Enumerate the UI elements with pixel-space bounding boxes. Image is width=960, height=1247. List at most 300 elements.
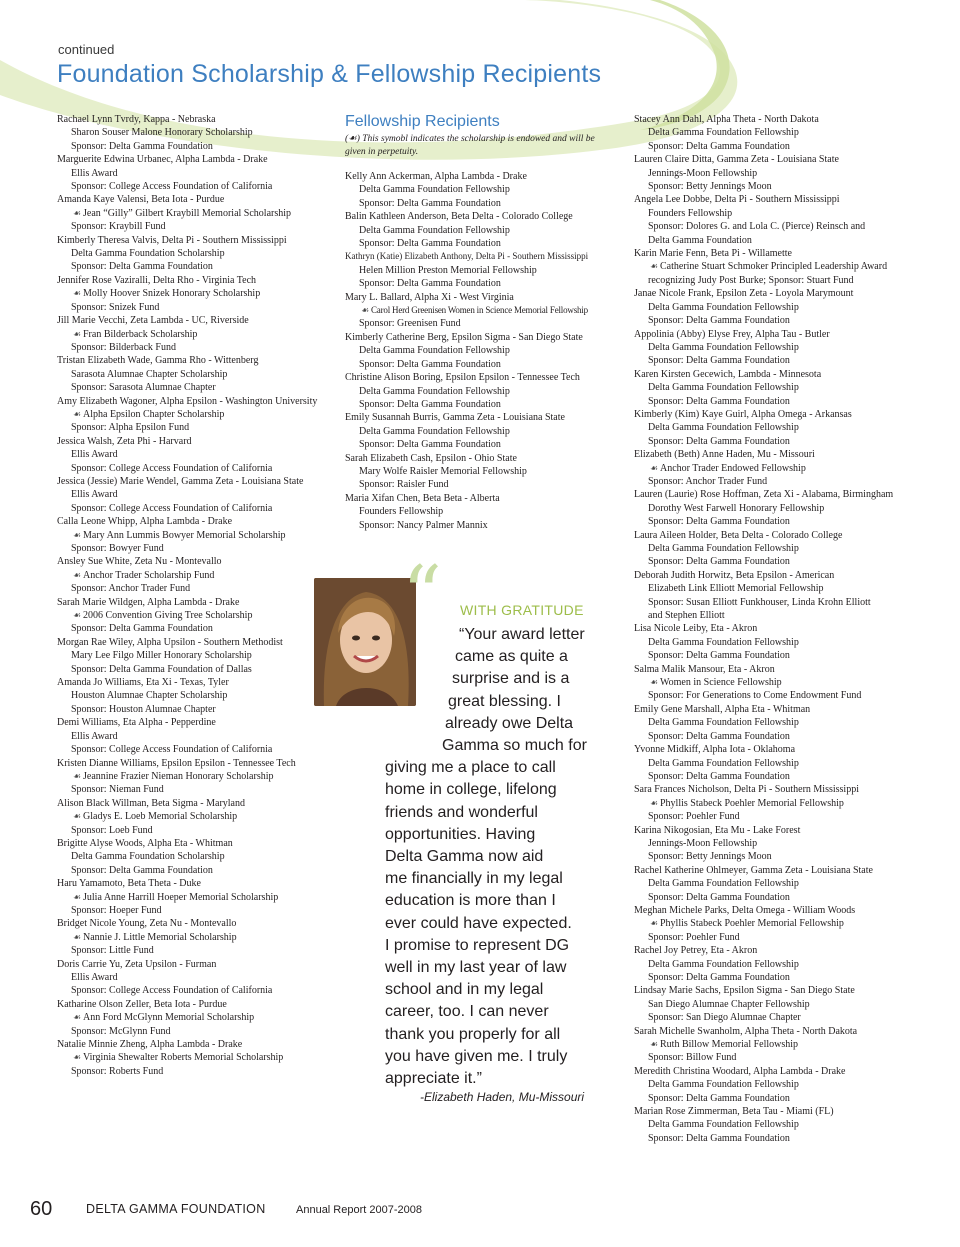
recipient-name: Jennifer Rose Vaziralli, Delta Rho - Virginia Tech bbox=[57, 274, 257, 286]
award-detail-text: Mary Lee Filgo Miller Honorary Scholarship bbox=[71, 650, 252, 662]
award-detail-text: Delta Gamma Foundation Fellowship bbox=[359, 224, 510, 236]
recipient-entry bbox=[634, 622, 924, 662]
award-detail-text: Sponsor: Poehler Fund bbox=[648, 931, 740, 943]
award-detail bbox=[634, 381, 924, 394]
award-detail-text: Jeannine Frazier Nieman Honorary Scholarship bbox=[83, 770, 274, 782]
recipient-entry bbox=[57, 193, 327, 233]
award-detail bbox=[57, 730, 327, 743]
award-detail bbox=[57, 864, 327, 877]
award-detail bbox=[634, 649, 924, 662]
endowed-icon: ☙ bbox=[72, 408, 82, 419]
recipient-name: Tristan Elizabeth Wade, Gamma Rho - Wittenberg bbox=[57, 355, 259, 367]
recipient-entry bbox=[345, 210, 625, 250]
award-detail-text: Phyllis Stabeck Poehler Memorial Fellowship bbox=[660, 797, 844, 809]
award-detail-text: Sponsor: Dolores G. and Lola C. (Pierce) Reinsch and bbox=[648, 221, 866, 233]
award-detail bbox=[57, 167, 327, 180]
award-detail-text: Sponsor: Raisler Fund bbox=[359, 479, 449, 491]
award-detail bbox=[634, 877, 924, 890]
award-detail-text: Sponsor: For Generations to Come Endowment Fund bbox=[648, 690, 862, 702]
recipient-entry bbox=[634, 529, 924, 569]
recipient-entry bbox=[57, 636, 327, 676]
award-detail-text: Delta Gamma Foundation Fellowship bbox=[648, 382, 799, 394]
award-detail-text: Sponsor: Poehler Fund bbox=[648, 811, 740, 823]
endowed-icon: ☙ bbox=[649, 462, 659, 473]
award-detail-text: San Diego Alumnae Chapter Fellowship bbox=[648, 998, 810, 1010]
quote-line: thank you properly for all bbox=[385, 1025, 561, 1043]
recipient-entry bbox=[345, 170, 625, 210]
award-detail bbox=[634, 260, 924, 273]
award-detail bbox=[634, 354, 924, 367]
award-detail-text: Sponsor: Susan Elliott Funkhouser, Linda Krohn Elliott bbox=[648, 596, 871, 608]
fellowship-list-middle bbox=[345, 170, 625, 532]
award-detail bbox=[57, 1011, 327, 1024]
recipient-name: Kristen Dianne Williams, Epsilon Epsilon - Tennessee Tech bbox=[57, 757, 296, 769]
award-detail-text: Delta Gamma Foundation Fellowship bbox=[648, 422, 799, 434]
award-detail bbox=[345, 358, 625, 371]
endowed-icon: ☙ bbox=[72, 811, 82, 822]
award-detail bbox=[57, 689, 327, 702]
recipient-entry bbox=[634, 368, 924, 408]
award-detail bbox=[57, 328, 327, 341]
recipient-name: Emily Susannah Burris, Gamma Zeta - Louisiana State bbox=[345, 412, 565, 424]
recipient-name: Maria Xifan Chen, Beta Beta - Alberta bbox=[345, 492, 500, 504]
quote-line: well in my last year of law bbox=[385, 959, 567, 976]
award-detail bbox=[634, 797, 924, 810]
award-detail bbox=[57, 582, 327, 595]
award-detail-text: Delta Gamma Foundation Fellowship bbox=[359, 385, 510, 397]
recipient-name: Stacey Ann Dahl, Alpha Theta - North Dakota bbox=[634, 114, 819, 125]
award-detail-text: Catherine Stuart Schmoker Principled Leadership Award bbox=[660, 261, 888, 273]
award-detail-text: Delta Gamma Foundation Fellowship bbox=[648, 341, 799, 353]
award-detail bbox=[634, 998, 924, 1011]
award-detail bbox=[634, 891, 924, 904]
recipient-name: Jessica (Jessie) Marie Wendel, Gamma Zeta - Louisiana State bbox=[57, 475, 304, 487]
award-detail bbox=[634, 850, 924, 863]
award-detail bbox=[57, 140, 327, 153]
award-detail bbox=[345, 465, 625, 478]
award-detail bbox=[634, 314, 924, 327]
recipient-name: Kimberly Theresa Valvis, Delta Pi - Southern Mississippi bbox=[57, 234, 287, 246]
award-detail bbox=[345, 304, 625, 317]
recipient-entry bbox=[634, 153, 924, 193]
award-detail bbox=[634, 1011, 924, 1024]
award-detail-text: Sponsor: College Access Foundation of California bbox=[71, 985, 273, 997]
award-detail bbox=[634, 341, 924, 354]
recipient-name: Lisa Nicole Leiby, Eta - Akron bbox=[634, 623, 758, 635]
award-detail-text: Sponsor: Delta Gamma Foundation bbox=[648, 435, 790, 447]
endowed-note: (☙) This symobl indicates the scholarship is endowed and will be given in perpetuity. bbox=[345, 134, 595, 157]
award-detail bbox=[57, 529, 327, 542]
page-title: Foundation Scholarship & Fellowship Recipients bbox=[57, 60, 602, 88]
recipient-entry bbox=[634, 904, 924, 944]
award-detail bbox=[634, 462, 924, 475]
recipient-name: Meghan Michele Parks, Delta Omega - William Woods bbox=[634, 904, 856, 916]
award-detail-text: Sponsor: College Access Foundation of California bbox=[71, 502, 273, 514]
award-detail-text: Ruth Billow Memorial Fellowship bbox=[660, 1039, 799, 1051]
award-detail bbox=[634, 180, 924, 193]
recipient-entry bbox=[634, 663, 924, 703]
award-detail-text: Sponsor: Alpha Epsilon Fund bbox=[71, 422, 190, 434]
award-detail-text: Founders Fellowship bbox=[648, 207, 733, 219]
award-detail bbox=[57, 542, 327, 555]
award-detail-text: Gladys E. Loeb Memorial Scholarship bbox=[83, 811, 238, 823]
recipient-name: Laura Aileen Holder, Beta Delta - Colorado College bbox=[634, 529, 843, 541]
recipient-entry bbox=[57, 475, 327, 515]
recipient-name: Lauren Claire Ditta, Gamma Zeta - Louisiana State bbox=[634, 154, 839, 166]
award-detail-text: Fran Bilderback Scholarship bbox=[83, 328, 198, 340]
recipient-name: Rachael Lynn Tvrdy, Kappa - Nebraska bbox=[57, 114, 216, 125]
award-detail-text: Sponsor: Delta Gamma Foundation bbox=[648, 395, 790, 407]
quote-line: me financially in my legal bbox=[385, 870, 563, 888]
award-detail bbox=[57, 287, 327, 300]
award-detail-text: 2006 Convention Giving Tree Scholarship bbox=[83, 610, 253, 622]
award-detail-text: Ellis Award bbox=[71, 972, 118, 983]
award-detail-text: Delta Gamma Foundation Scholarship bbox=[71, 248, 225, 260]
recipient-entry bbox=[634, 328, 924, 368]
award-detail-text: Sponsor: Roberts Fund bbox=[71, 1065, 164, 1077]
recipient-name: Sara Frances Nicholson, Delta Pi - Southern Mississippi bbox=[634, 784, 859, 796]
award-detail-text: Sponsor: Delta Gamma Foundation bbox=[648, 315, 790, 327]
award-detail bbox=[57, 301, 327, 314]
award-detail-text: Sponsor: Delta Gamma Foundation bbox=[648, 355, 790, 367]
recipient-name: Marguerite Edwina Urbanec, Alpha Lambda - Drake bbox=[57, 154, 268, 166]
award-detail bbox=[57, 810, 327, 823]
recipient-name: Appolinia (Abby) Elyse Frey, Alpha Tau - Butler bbox=[634, 328, 830, 340]
quote-line: giving me a place to call bbox=[385, 759, 556, 777]
award-detail-text: Sponsor: Sarasota Alumnae Chapter bbox=[71, 382, 216, 394]
recipient-name: Haru Yamamoto, Beta Theta - Duke bbox=[57, 878, 201, 890]
award-detail bbox=[345, 385, 625, 398]
recipient-entry bbox=[57, 917, 327, 957]
award-detail-text: Sponsor: McGlynn Fund bbox=[71, 1025, 171, 1037]
recipient-name: Brigitte Alyse Woods, Alpha Eta - Whitman bbox=[57, 837, 233, 849]
award-detail bbox=[57, 220, 327, 233]
award-detail-text: Delta Gamma Foundation Fellowship bbox=[648, 1119, 799, 1131]
award-detail bbox=[634, 167, 924, 180]
award-detail bbox=[57, 984, 327, 997]
quote-mark-icon: “ bbox=[402, 550, 442, 640]
award-detail-text: Delta Gamma Foundation Fellowship bbox=[648, 636, 799, 648]
recipient-entry bbox=[634, 703, 924, 743]
quote-attribution: -Elizabeth Haden, Mu-Missouri bbox=[420, 1090, 585, 1104]
recipient-entry bbox=[57, 153, 327, 193]
award-detail bbox=[345, 264, 625, 277]
award-detail bbox=[345, 277, 625, 290]
award-detail-text: Sponsor: Delta Gamma Foundation bbox=[359, 278, 501, 290]
recipient-entry bbox=[57, 998, 327, 1038]
recipient-name: Amanda Jo Williams, Eta Xi - Texas, Tyler bbox=[57, 677, 229, 689]
award-detail-text: Founders Fellowship bbox=[359, 506, 444, 518]
award-detail bbox=[634, 1092, 924, 1105]
award-detail bbox=[57, 931, 327, 944]
award-detail bbox=[634, 609, 924, 622]
award-detail-text: Mary Ann Lummis Bowyer Memorial Scholarship bbox=[83, 529, 286, 541]
award-detail-text: Ellis Award bbox=[71, 449, 118, 461]
award-detail bbox=[57, 247, 327, 260]
award-detail-text: Delta Gamma Foundation Fellowship bbox=[648, 878, 799, 890]
recipient-name: Katharine Olson Zeller, Beta Iota - Purdue bbox=[57, 998, 227, 1010]
endowed-icon: ☙ bbox=[72, 328, 82, 339]
award-detail-text: Delta Gamma Foundation Fellowship bbox=[359, 345, 510, 357]
award-detail-text: Sharon Souser Malone Honorary Scholarship bbox=[71, 127, 253, 139]
recipient-name: Demi Williams, Eta Alpha - Pepperdine bbox=[57, 717, 216, 729]
recipient-name: Jessica Walsh, Zeta Phi - Harvard bbox=[57, 435, 192, 447]
recipient-name: Karin Marie Fenn, Beta Pi - Willamette bbox=[634, 248, 792, 260]
recipient-entry bbox=[57, 234, 327, 274]
award-detail bbox=[57, 408, 327, 421]
endowed-icon: ☙ bbox=[649, 918, 659, 929]
award-detail-text: Sponsor: Delta Gamma Foundation bbox=[359, 358, 501, 370]
recipient-entry bbox=[57, 1038, 327, 1078]
endowed-icon: ☙ bbox=[361, 305, 369, 316]
award-detail-text: Sponsor: College Access Foundation of California bbox=[71, 744, 273, 756]
award-detail bbox=[345, 438, 625, 451]
recipient-entry bbox=[345, 291, 625, 331]
award-detail-text: Sponsor: Delta Gamma Foundation bbox=[648, 1092, 790, 1104]
recipient-entry bbox=[57, 435, 327, 475]
recipient-entry bbox=[57, 958, 327, 998]
award-detail bbox=[57, 944, 327, 957]
award-detail-text: Ellis Award bbox=[71, 167, 118, 179]
quote-line: school and in my legal bbox=[385, 981, 544, 999]
quote-line: Gamma so much for bbox=[442, 737, 587, 754]
award-detail bbox=[634, 958, 924, 971]
award-detail bbox=[634, 971, 924, 984]
recipient-entry bbox=[345, 492, 625, 532]
award-detail bbox=[634, 126, 924, 139]
award-detail-text: Sponsor: Little Fund bbox=[71, 945, 154, 957]
award-detail-text: Delta Gamma Foundation Fellowship bbox=[648, 127, 799, 139]
recipient-name: Mary L. Ballard, Alpha Xi - West Virginia bbox=[345, 291, 514, 303]
recipient-name: Ansley Sue White, Zeta Nu - Montevallo bbox=[57, 556, 222, 568]
award-detail-text: Ellis Award bbox=[71, 489, 118, 501]
award-detail bbox=[57, 488, 327, 501]
award-detail-text: Sponsor: Delta Gamma Foundation bbox=[648, 972, 790, 983]
recipient-entry bbox=[634, 247, 924, 287]
recipient-entry bbox=[57, 877, 327, 917]
award-detail-text: Sponsor: Loeb Fund bbox=[71, 824, 153, 836]
award-detail bbox=[57, 462, 327, 475]
recipient-entry bbox=[345, 452, 625, 492]
award-detail bbox=[634, 421, 924, 434]
award-detail-text: Delta Gamma Foundation Fellowship bbox=[359, 184, 510, 196]
quote-line: came as quite a bbox=[455, 648, 568, 666]
award-detail bbox=[57, 421, 327, 434]
award-detail bbox=[634, 676, 924, 689]
recipient-entry bbox=[57, 797, 327, 837]
recipient-name: Alison Black Willman, Beta Sigma - Maryland bbox=[57, 797, 245, 809]
award-detail bbox=[57, 1051, 327, 1064]
award-detail bbox=[57, 448, 327, 461]
recipient-entry bbox=[634, 944, 924, 984]
recipient-entry bbox=[345, 411, 625, 451]
recipient-name: Natalie Minnie Zheng, Alpha Lambda - Drake bbox=[57, 1039, 243, 1051]
award-detail-text: Molly Hoover Snizek Honorary Scholarship bbox=[83, 288, 261, 300]
quote-line: Delta Gamma now aid bbox=[385, 848, 544, 865]
award-detail-text: Phyllis Stabeck Poehler Memorial Fellowship bbox=[660, 918, 844, 930]
award-detail-text: Virginia Shewalter Roberts Memorial Scholarship bbox=[83, 1052, 284, 1064]
recipient-name: Balin Kathleen Anderson, Beta Delta - Colorado College bbox=[345, 211, 573, 223]
award-detail bbox=[634, 582, 924, 595]
endowed-note-text: This symobl indicates the scholarship is endowed and will be given in perpetuity. bbox=[345, 134, 595, 157]
award-detail bbox=[57, 180, 327, 193]
fellowship-heading: Fellowship Recipients bbox=[345, 113, 500, 130]
recipient-entry bbox=[634, 448, 924, 488]
award-detail-text: Sponsor: Delta Gamma Foundation bbox=[359, 398, 501, 410]
award-detail-text: Sponsor: Delta Gamma Foundation bbox=[71, 864, 213, 876]
award-detail-text: Sponsor: College Access Foundation of California bbox=[71, 462, 273, 474]
quote-line: opportunities. Having bbox=[385, 825, 536, 843]
award-detail bbox=[634, 220, 924, 233]
award-detail bbox=[634, 555, 924, 568]
endowed-icon: ☙ bbox=[649, 677, 659, 688]
quote-line: friends and wonderful bbox=[385, 803, 538, 821]
award-detail-text: Sponsor: Nieman Fund bbox=[71, 784, 164, 796]
award-detail bbox=[345, 224, 625, 237]
recipient-entry bbox=[634, 743, 924, 783]
recipient-name: Bridget Nicole Young, Zeta Nu - Montevallo bbox=[57, 918, 237, 930]
quote-line: ever could have expected. bbox=[385, 914, 572, 932]
recipient-entry bbox=[634, 783, 924, 823]
award-detail-text: Sponsor: Delta Gamma Foundation bbox=[648, 770, 790, 782]
award-detail-text: Delta Gamma Foundation Fellowship bbox=[359, 425, 510, 437]
award-detail bbox=[634, 716, 924, 729]
award-detail-text: Sarasota Alumnae Chapter Scholarship bbox=[71, 368, 228, 380]
award-detail-text: Elizabeth Link Elliott Memorial Fellowship bbox=[648, 583, 824, 595]
recipient-name: Calla Leone Whipp, Alpha Lambda - Drake bbox=[57, 516, 233, 528]
award-detail bbox=[57, 207, 327, 220]
continued-label: continued bbox=[58, 42, 115, 57]
award-detail-text: Sponsor: Delta Gamma Foundation bbox=[359, 238, 501, 250]
award-detail-text: Sponsor: Delta Gamma Foundation bbox=[648, 1132, 790, 1144]
award-detail-text: Sponsor: Delta Gamma Foundation bbox=[359, 439, 501, 451]
award-detail-text: Women in Science Fellowship bbox=[660, 677, 782, 689]
award-detail-text: Sponsor: Delta Gamma Foundation bbox=[71, 623, 213, 635]
recipient-name: Angela Lee Dobbe, Delta Pi - Southern Mississippi bbox=[634, 194, 840, 206]
recipient-name: Karen Kirsten Gecewich, Lambda - Minnesota bbox=[634, 368, 822, 380]
endowed-icon: ☙ bbox=[72, 770, 82, 781]
recipient-name: Christine Alison Boring, Epsilon Epsilon - Tennessee Tech bbox=[345, 372, 580, 384]
recipient-name: Emily Gene Marshall, Alpha Eta - Whitman bbox=[634, 703, 811, 715]
award-detail bbox=[634, 757, 924, 770]
quote-line: home in college, lifelong bbox=[385, 781, 557, 799]
award-detail bbox=[634, 207, 924, 220]
endowed-icon: ☙ bbox=[348, 134, 357, 144]
quote-line: great blessing. I bbox=[448, 692, 561, 710]
award-detail bbox=[345, 519, 625, 532]
award-detail bbox=[345, 398, 625, 411]
award-detail-text: Houston Alumnae Chapter Scholarship bbox=[71, 690, 228, 702]
award-detail bbox=[57, 341, 327, 354]
award-detail bbox=[345, 505, 625, 518]
recipient-photo bbox=[314, 578, 416, 706]
award-detail bbox=[57, 609, 327, 622]
endowed-icon: ☙ bbox=[649, 261, 659, 272]
award-detail bbox=[345, 317, 625, 330]
recipient-entry bbox=[57, 596, 327, 636]
recipient-entry bbox=[345, 331, 625, 371]
award-detail bbox=[57, 569, 327, 582]
award-detail bbox=[634, 542, 924, 555]
endowed-icon: ☙ bbox=[649, 1039, 659, 1050]
award-detail-text: and Stephen Elliott bbox=[648, 610, 725, 622]
award-detail-text: Sponsor: Anchor Trader Fund bbox=[71, 583, 191, 595]
recipient-name: Kimberly (Kim) Kaye Guirl, Alpha Omega - Arkansas bbox=[634, 408, 852, 420]
award-detail-text: Anchor Trader Scholarship Fund bbox=[83, 569, 215, 581]
award-detail-text: Sponsor: Greenisen Fund bbox=[359, 318, 461, 330]
recipient-name: Sarah Elizabeth Cash, Epsilon - Ohio State bbox=[345, 452, 517, 464]
award-detail-text: Sponsor: Delta Gamma Foundation bbox=[71, 140, 213, 152]
quote-line: already owe Delta bbox=[445, 714, 574, 732]
recipient-entry bbox=[345, 371, 625, 411]
recipient-entry bbox=[57, 837, 327, 877]
recipient-entry bbox=[57, 515, 327, 555]
award-detail bbox=[345, 237, 625, 250]
recipient-entry bbox=[634, 408, 924, 448]
recipient-name: Karina Nikogosian, Eta Mu - Lake Forest bbox=[634, 824, 801, 836]
recipient-name: Sarah Michelle Swanholm, Alpha Theta - North Dakota bbox=[634, 1025, 858, 1037]
recipient-entry bbox=[57, 314, 327, 354]
award-detail-text: Jennings-Moon Fellowship bbox=[648, 837, 758, 849]
recipient-name: Doris Carrie Yu, Zeta Upsilon - Furman bbox=[57, 958, 217, 970]
award-detail bbox=[345, 183, 625, 196]
endowed-icon: ☙ bbox=[72, 288, 82, 299]
award-detail bbox=[634, 515, 924, 528]
award-detail bbox=[57, 971, 327, 984]
gratitude-title: WITH GRATITUDE bbox=[460, 602, 584, 618]
endowed-icon: ☙ bbox=[649, 797, 659, 808]
fellowship-list-right bbox=[634, 113, 924, 1145]
award-detail-text: Sponsor: Delta Gamma Foundation bbox=[648, 140, 790, 152]
recipient-name: Marian Rose Zimmerman, Beta Tau - Miami (FL) bbox=[634, 1106, 834, 1118]
award-detail bbox=[634, 810, 924, 823]
award-detail-text: Anchor Trader Endowed Fellowship bbox=[660, 462, 806, 474]
award-detail bbox=[57, 783, 327, 796]
recipient-entry bbox=[634, 984, 924, 1024]
recipient-entry bbox=[634, 864, 924, 904]
recipient-name: Deborah Judith Horwitz, Beta Epsilon - American bbox=[634, 569, 835, 581]
recipient-entry bbox=[57, 676, 327, 716]
award-detail-text: Sponsor: College Access Foundation of California bbox=[71, 181, 273, 193]
award-detail-text: Delta Gamma Foundation Fellowship bbox=[648, 717, 799, 729]
recipient-entry bbox=[634, 287, 924, 327]
award-detail bbox=[634, 274, 924, 287]
award-detail bbox=[634, 770, 924, 783]
award-detail-text: Delta Gamma Foundation Fellowship bbox=[648, 543, 799, 554]
award-detail bbox=[634, 1118, 924, 1131]
page-number: 60 bbox=[30, 1198, 53, 1220]
award-detail bbox=[634, 1132, 924, 1145]
award-detail bbox=[634, 636, 924, 649]
recipient-name: Lauren (Laurie) Rose Hoffman, Zeta Xi - Alabama, Birmingham bbox=[634, 489, 894, 501]
award-detail bbox=[634, 301, 924, 314]
recipient-name: Janae Nicole Frank, Epsilon Zeta - Loyola Marymount bbox=[634, 288, 854, 300]
award-detail-text: Jennings-Moon Fellowship bbox=[648, 167, 758, 179]
recipient-name: Meredith Christina Woodard, Alpha Lambda - Drake bbox=[634, 1065, 846, 1077]
award-detail-text: Sponsor: Kraybill Fund bbox=[71, 221, 166, 233]
recipient-entry bbox=[57, 395, 327, 435]
quote-line: career, too. I can never bbox=[385, 1003, 549, 1021]
award-detail bbox=[634, 395, 924, 408]
recipient-name: Kelly Ann Ackerman, Alpha Lambda - Drake bbox=[345, 171, 527, 182]
award-detail bbox=[57, 904, 327, 917]
award-detail-text: Sponsor: Delta Gamma Foundation of Dallas bbox=[71, 663, 252, 675]
award-detail-text: Sponsor: Delta Gamma Foundation bbox=[648, 516, 790, 528]
recipient-name: Morgan Rae Wiley, Alpha Upsilon - Southern Methodist bbox=[57, 636, 283, 648]
award-detail-text: Mary Wolfe Raisler Memorial Fellowship bbox=[359, 465, 527, 477]
recipient-entry bbox=[57, 354, 327, 394]
recipient-name: Amy Elizabeth Wagoner, Alpha Epsilon - Washington University bbox=[57, 395, 318, 407]
